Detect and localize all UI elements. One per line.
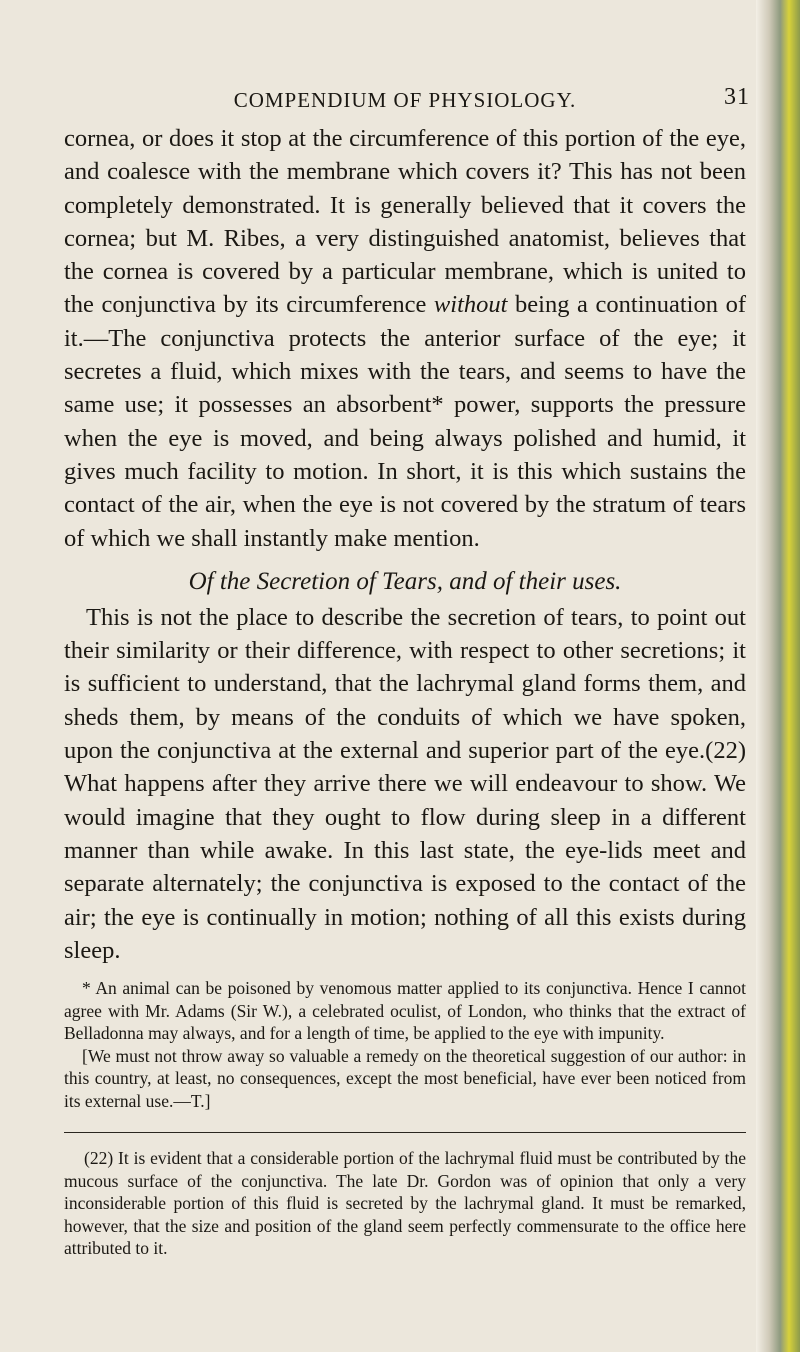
footnote-divider <box>64 1132 746 1133</box>
heading-main: Secretion of Tears, and of their uses. <box>256 567 622 595</box>
paragraph-1-end: being a continuation of it.—The conjunctiva protects the anterior surface of the eye; it secretes a fluid, which mixes with the tears, and seems to have the same use; it possesses an absorbent* power, supports the pressure when the eye is moved, and being always polished and humid, it gives much facility to motion. In short, it is this which sustains the contact of the air, when the eye is not covered by the stratum of tears of which we shall instantly make mention. <box>64 291 746 552</box>
page <box>64 70 750 1260</box>
footnote-star: * An animal can be poisoned by venomous matter applied to its conjunctiva. Hence I cannot agree with Mr. Adams (Sir W.), a celebrated oculist, of London, who thinks that the extract of Belladonna may always, and for a length of time, be applied to the eye with impunity. <box>64 978 746 1044</box>
paragraph-1-start: cornea, or does it stop at the circumference of this portion of the eye, and coalesce with the membrane which covers it? This has not been completely demonstrated. It is generally believed that it covers the cornea; but M. Ribes, a very distinguished anatomist, believes that the cornea is covered by a particular membrane, which is united to the conjunctiva by its circumference <box>64 125 746 319</box>
endnote-22: (22) It is evident that a considerable portion of the lachrymal fluid must be contributed by the mucous surface of the conjunctiva. The late Dr. Gordon was of opinion that only a very inconsiderable portion of this fluid is secreted by the lachrymal gland. It must be remarked, however, that the size and position of the gland seem perfectly commensurate to the office here attributed to it. <box>64 1148 746 1259</box>
running-title: COMPENDIUM OF PHYSIOLOGY. <box>233 88 577 112</box>
page-number: 31 <box>724 84 750 110</box>
main-text <box>64 122 746 967</box>
book-spine-edge <box>756 0 800 1352</box>
footnote-translator: [We must not throw away so valuable a remedy on the theoretical suggestion of our author: in this country, at least, no consequences, except the most beneficial, have ever been noticed from its external use.—T.] <box>64 1045 746 1111</box>
paragraph-2: This is not the place to describe the secretion of tears, to point out their similarity or their difference, with respect to other secretions; it is sufficient to understand, that the lachrymal gland forms them, and sheds them, by means of the conduits of which we have spoken, upon the conjunctiva at the external and superior part of the eye.(22) What happens after they arrive there we will endeavour to show. We would imagine that they ought to flow during sleep in a different manner than while awake. In this last state, the eye-lids meet and separate alternately; the conjunctiva is exposed to the contact of the air; the eye is continually in motion; nothing of all this exists during sleep. <box>64 603 746 964</box>
paragraph-1 <box>64 122 746 555</box>
italic-without: without <box>433 291 508 319</box>
heading-prefix: Of the <box>188 567 251 595</box>
footnotes <box>64 977 746 1112</box>
running-head <box>64 70 750 122</box>
section-heading <box>64 565 746 599</box>
